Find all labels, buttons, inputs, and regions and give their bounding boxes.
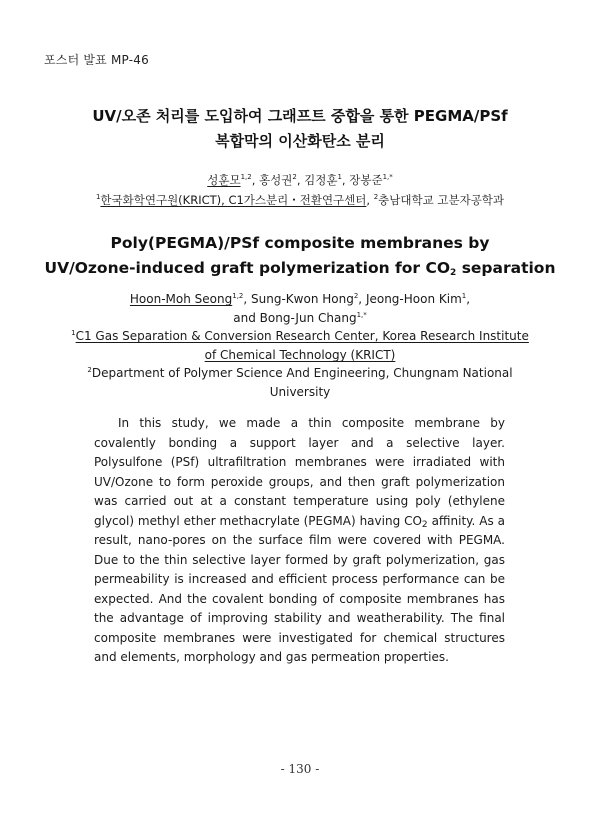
abstract xyxy=(94,414,505,668)
english-title xyxy=(0,231,600,281)
korean-affil2-sup: 2 xyxy=(373,193,379,201)
korean-author-2: 홍성권 xyxy=(259,173,293,187)
english-title-line1: Poly(PEGMA)/PSf composite membranes by xyxy=(110,234,490,252)
korean-author-4: 장봉준 xyxy=(349,173,383,187)
korean-title xyxy=(0,104,600,154)
english-affil1-line1: C1 Gas Separation & Conversion Research Center, Korea Research Institute xyxy=(75,329,529,343)
korean-affiliations: $^1$한국화학연구원(KRICT), C1가스분리・전환연구센터, $^2$충남대학교 고분자공학과 xyxy=(95,193,505,207)
korean-author-1: 성훈모 xyxy=(207,173,241,187)
korean-authors: 성훈모$^{1,2}$, 홍성권$^2$, 김정훈$^1$, 장봉준$^{1,*}$ xyxy=(207,173,393,187)
page-number: - 130 - xyxy=(280,762,320,776)
english-author-2: Sung-Kwon Hong xyxy=(251,292,354,306)
abstract-co2-sub: 2 xyxy=(421,519,428,530)
abstract-paragraph xyxy=(94,414,505,668)
english-author-1-sup: 1,2 xyxy=(232,292,244,300)
korean-author-1-sup: 1,2 xyxy=(240,173,252,181)
korean-affil1-sup: 1 xyxy=(95,193,101,201)
english-author-3: Jeong-Hoon Kim xyxy=(365,292,462,306)
english-affil2-line1-wrap xyxy=(0,364,600,383)
english-authors-line1: Hoon-Moh Seong$^{1,2}$, Sung-Kwon Hong$^2$, Jeong-Hoon Kim$^1$, xyxy=(129,292,471,306)
english-author-3-sup: 1 xyxy=(461,292,467,300)
korean-author-3: 김정훈 xyxy=(304,173,338,187)
abstract-part1: In this study, we made a thin composite membrane by covalently bonding a support layer and a selective layer. Polysulfone (PSf) ultrafiltration membranes were irradiated with UV/Ozone to form peroxide groups, and then graft polymerization was carried out at a constant temperature using poly (ethylene glycol) methyl ether methacrylate (PEGMA) having CO xyxy=(94,416,505,528)
english-affil2-line1: Department of Polymer Science And Engineering, Chungnam National xyxy=(91,366,513,380)
english-affiliation-1 xyxy=(0,327,600,365)
english-and: and xyxy=(233,311,256,325)
english-author-2-sup: 2 xyxy=(353,292,359,300)
english-affiliation-2 xyxy=(0,364,600,402)
korean-author-2-sup: 2 xyxy=(292,173,297,181)
english-title-co2-sub: 2 xyxy=(450,268,457,278)
abstract-part2: affinity. As a result, nano-pores on the surface film were covered with PEGMA. Due to the thin selective layer formed by graft polymerization, gas permeability is increased and efficient process performance can be expected. And the covalent bonding of composite membranes has the advantage of improving stability and weatherability. The final composite membranes were investigated for chemical structures and elements, morphology and gas permeation properties. xyxy=(94,513,505,664)
korean-title-line1: UV/오존 처리를 도입하여 그래프트 중합을 통한 PEGMA/PSf xyxy=(92,107,508,125)
session-label: 포스터 발표 MP-46 xyxy=(44,53,149,67)
english-affil1-line2: of Chemical Technology (KRICT) xyxy=(204,348,396,362)
korean-affil2: 충남대학교 고분자공학과 xyxy=(378,193,505,207)
english-author-4-sup: 1,* xyxy=(356,311,367,319)
english-authors-line2 xyxy=(0,309,600,328)
english-affil1-line1-wrap xyxy=(0,327,600,346)
english-affil2-line2: University xyxy=(269,385,331,399)
english-title-line2-post: separation xyxy=(456,259,556,277)
korean-author-4-sup: 1,* xyxy=(382,173,393,181)
english-affil2-sup: 2 xyxy=(87,366,92,374)
korean-author-3-sup: 1 xyxy=(337,173,342,181)
english-authors xyxy=(0,290,600,328)
english-affil1-sup: 1 xyxy=(71,329,76,337)
english-author-4: Bong-Jun Chang xyxy=(259,311,357,325)
korean-title-line2: 복합막의 이산화탄소 분리 xyxy=(215,132,385,150)
english-author-1: Hoon-Moh Seong xyxy=(129,292,233,306)
english-title-line2 xyxy=(0,256,600,281)
english-title-line2-pre: UV/Ozone-induced graft polymerization for CO xyxy=(44,259,451,277)
korean-affil1: 한국화학연구원(KRICT), C1가스분리・전환연구센터 xyxy=(100,193,367,207)
